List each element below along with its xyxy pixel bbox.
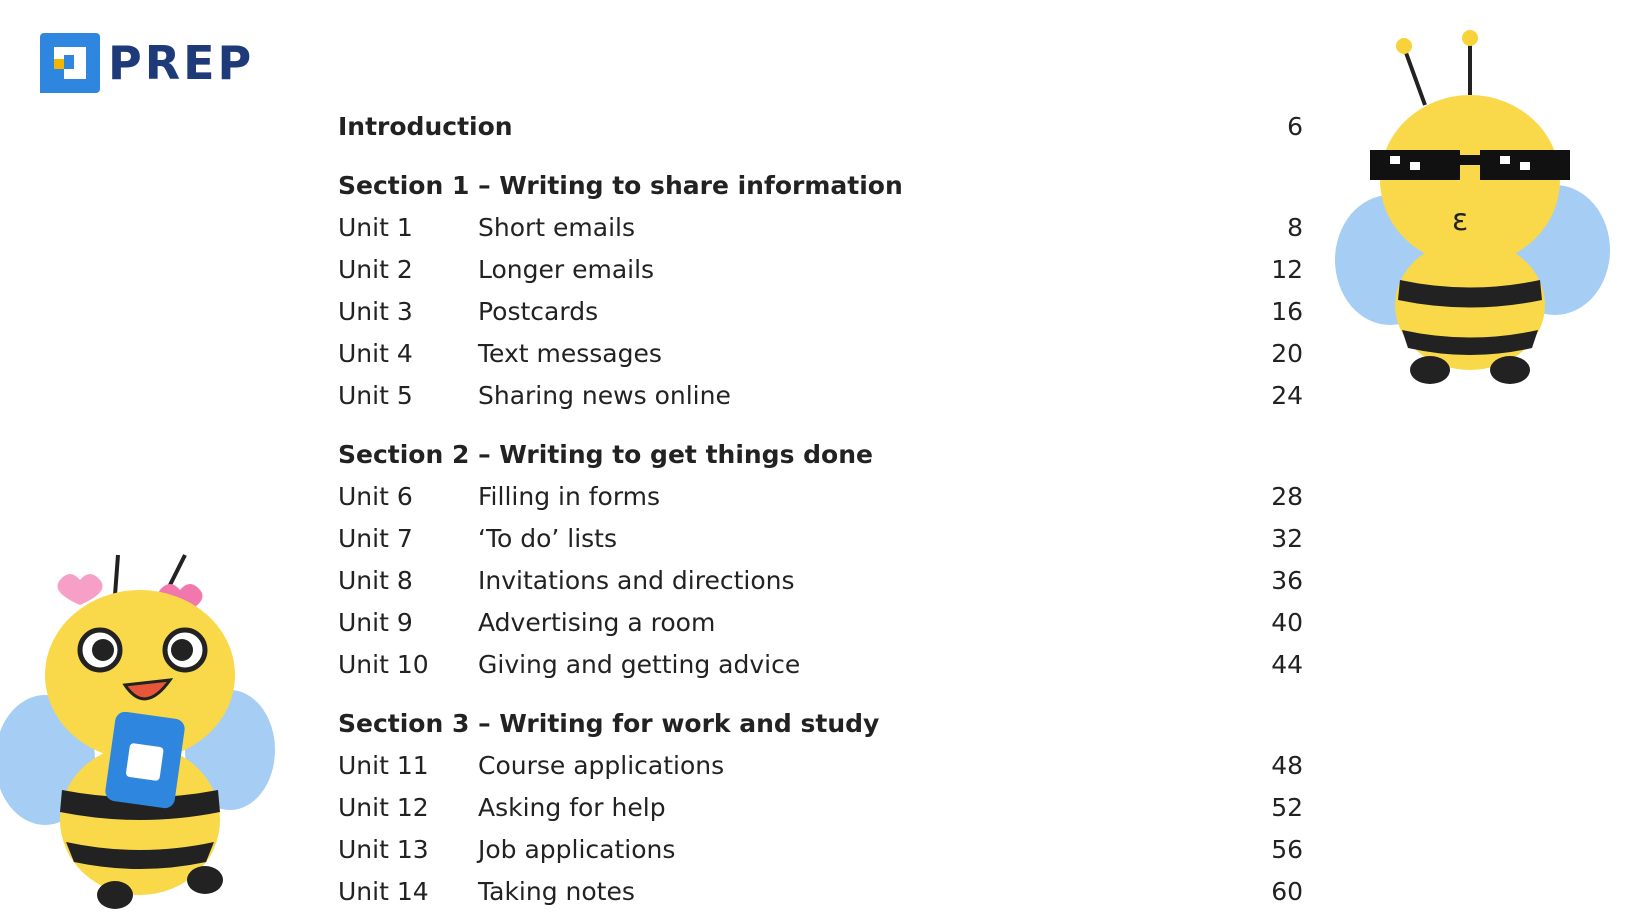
unit-number: Unit 5 xyxy=(338,381,413,410)
toc-row xyxy=(338,787,1303,829)
unit-number: Unit 3 xyxy=(338,297,413,326)
svg-text:ε: ε xyxy=(1452,203,1469,238)
unit-title: Text messages xyxy=(478,339,662,368)
page-number: 8 xyxy=(1287,213,1303,242)
unit-title: Taking notes xyxy=(478,877,635,906)
unit-number: Unit 6 xyxy=(338,482,413,511)
toc-row xyxy=(338,518,1303,560)
page-number: 36 xyxy=(1271,566,1303,595)
page-number: 28 xyxy=(1271,482,1303,511)
intro-page: 6 xyxy=(1287,112,1303,141)
intro-label: Introduction xyxy=(338,112,513,141)
page-number: 52 xyxy=(1271,793,1303,822)
section-heading: Section 2 – Writing to get things done xyxy=(338,440,873,469)
unit-number: Unit 10 xyxy=(338,650,429,679)
bee-with-sunglasses-illustration xyxy=(1320,30,1620,400)
unit-title: Asking for help xyxy=(478,793,666,822)
toc-row xyxy=(338,829,1303,871)
toc-row xyxy=(338,291,1303,333)
toc-row xyxy=(338,207,1303,249)
unit-title: ‘To do’ lists xyxy=(478,524,618,553)
unit-title: Advertising a room xyxy=(478,608,716,637)
unit-title: Sharing news online xyxy=(478,381,731,410)
section-heading: Section 3 – Writing for work and study xyxy=(338,709,880,738)
page-number: 16 xyxy=(1271,297,1303,326)
page-number: 20 xyxy=(1271,339,1303,368)
unit-title: Invitations and directions xyxy=(478,566,795,595)
unit-title: Filling in forms xyxy=(478,482,661,511)
unit-number: Unit 11 xyxy=(338,751,429,780)
bee-with-phone-illustration xyxy=(0,550,280,920)
page-number: 56 xyxy=(1271,835,1303,864)
unit-title: Job applications xyxy=(478,835,676,864)
unit-title: Course applications xyxy=(478,751,725,780)
unit-title: Postcards xyxy=(478,297,599,326)
toc-row xyxy=(338,745,1303,787)
toc-row xyxy=(338,644,1303,686)
brand-name: PREP xyxy=(108,36,255,90)
unit-number: Unit 1 xyxy=(338,213,413,242)
unit-title: Longer emails xyxy=(478,255,655,284)
section-heading: Section 1 – Writing to share information xyxy=(338,171,903,200)
toc-row xyxy=(338,333,1303,375)
toc-row xyxy=(338,375,1303,417)
toc-row xyxy=(338,560,1303,602)
table-of-contents xyxy=(338,106,1303,913)
toc-introduction xyxy=(338,106,1303,148)
page-number: 44 xyxy=(1271,650,1303,679)
toc-row xyxy=(338,871,1303,913)
unit-title: Short emails xyxy=(478,213,636,242)
prep-logo xyxy=(40,33,254,93)
toc-row xyxy=(338,476,1303,518)
unit-number: Unit 13 xyxy=(338,835,429,864)
page-number: 48 xyxy=(1271,751,1303,780)
unit-number: Unit 12 xyxy=(338,793,429,822)
unit-number: Unit 9 xyxy=(338,608,413,637)
page-number: 12 xyxy=(1271,255,1303,284)
unit-title: Giving and getting advice xyxy=(478,650,801,679)
toc-row xyxy=(338,602,1303,644)
toc-row xyxy=(338,249,1303,291)
page-number: 32 xyxy=(1271,524,1303,553)
unit-number: Unit 4 xyxy=(338,339,413,368)
unit-number: Unit 8 xyxy=(338,566,413,595)
page-number: 60 xyxy=(1271,877,1303,906)
unit-number: Unit 7 xyxy=(338,524,413,553)
unit-number: Unit 2 xyxy=(338,255,413,284)
page-number: 24 xyxy=(1271,381,1303,410)
prep-logo-icon xyxy=(40,33,100,93)
page-number: 40 xyxy=(1271,608,1303,637)
unit-number: Unit 14 xyxy=(338,877,429,906)
